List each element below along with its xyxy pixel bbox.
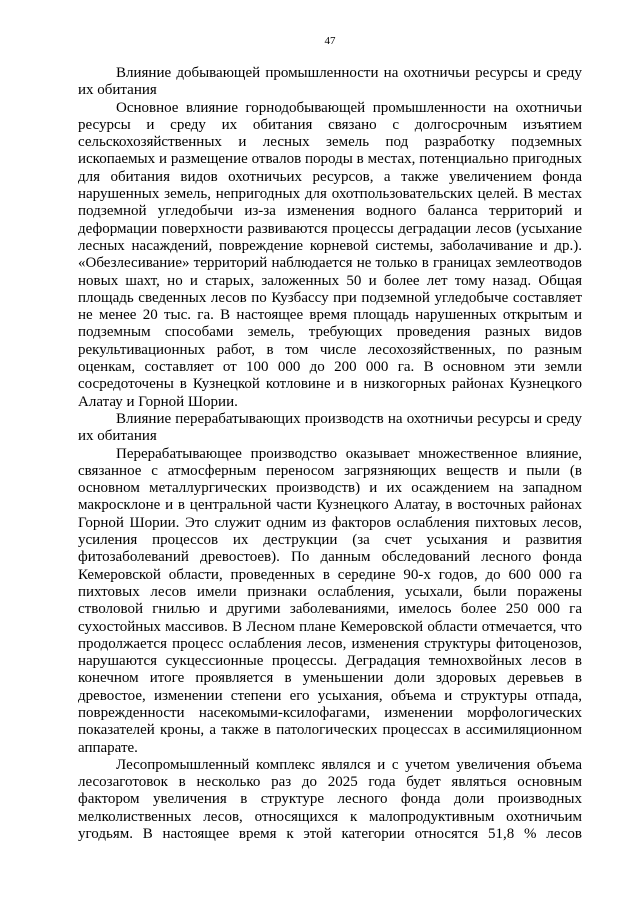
section-heading-processing: Влияние перерабатывающих производств на охотничьи ресурсы и среду их обитания — [78, 410, 582, 445]
paragraph-processing-impact: Перерабатывающее производство оказывает множественное влияние, связанное с атмосферным переносом загрязняющих веществ и пыли (в основном металлургических производств) и их осаждением на западном макросклоне и в центральной части Кузнецкого Алатау, в восточных районах Горной Шории. Это служит одним из факторов ослабления пихтовых лесов, усиления процессов их деструкции (за счет усыхания и развития фитозаболеваний древостоев). По данным обследований лесного фонда Кемеровской области, проведенных в середине 90-х годов, до 600 000 га пихтовых лесов имели признаки ослабления, усыхали, были поражены стволовой гнилью и другими заболеваниями, имелось более 250 000 га сухостойных массивов. В Лесном плане Кемеровской области отмечается, что продолжается процесс ослабления лесов, изменения структуры фитоценозов, нарушаются сукцессионные процессы. Деградация темнохвойных лесов в конечном итоге проявляется в уменьшении доли здоровых деревьев в древостое, изменении степени его усыхания, объема и структуры отпада, поврежденности насекомыми-ксилофагами, изменении морфологических показателей кроны, а также в патологических процессах в ассимиляционном аппарате. — [78, 445, 582, 756]
document-body — [78, 65, 582, 843]
page-number: 47 — [324, 35, 336, 47]
paragraph-timber-industry: Лесопромышленный комплекс являлся и с учетом увеличения объема лесозаготовок в несколько раз до 2025 года будет являться основным фактором увеличения в структуре лесного фонда доли производных мелколиственных лесов, относящихся к малопродуктивным охотничьим угодьям. В настоящее время к этой категории относятся 51,8 % лесов — [78, 756, 582, 843]
section-heading-mining: Влияние добывающей промышленности на охотничьи ресурсы и среду их обитания — [78, 65, 582, 99]
paragraph-mining-impact: Основное влияние горнодобывающей промышленности на охотничьи ресурсы и среду их обитания связано с долгосрочным изъятием сельскохозяйственных и лесных земель под разработку подземных ископаемых и размещение отвалов породы в местах, потенциально пригодных для обитания видов охотничьих ресурсов, а также увеличением фонда нарушенных земель, непригодных для охотпользовательских целей. В местах подземной угледобычи из-за изменения водного баланса территорий и деформации поверхности развиваются процессы деградации лесов (усыхание лесных насаждений, повреждение корневой системы, заболачивание и др.). «Обезлесивание» территорий наблюдается не только в границах землеотводов новых шахт, но и старых, заложенных 50 и более лет тому назад. Общая площадь сведенных лесов по Кузбассу при подземной угледобыче составляет не менее 20 тыс. га. В настоящее время площадь нарушенных открытым и подземным способами земель, требующих проведения разных видов рекультивационных работ, в том числе лесохозяйственных, по разным оценкам, составляет от 100 000 до 200 000 га. В основном эти земли сосредоточены в Кузнецкой котловине и в низкогорных районах Кузнецкого Алатау и Горной Шории. — [78, 99, 582, 410]
